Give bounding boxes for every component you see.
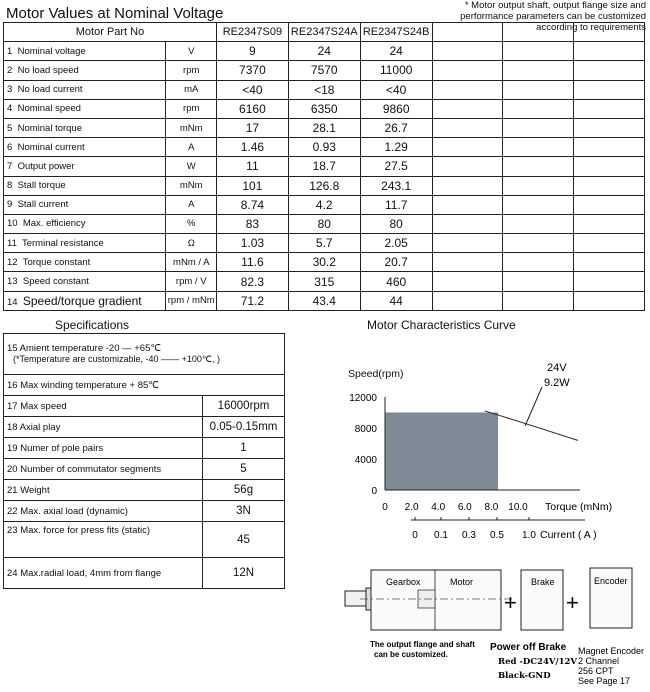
param-unit: A (166, 138, 217, 157)
motor-label: Motor (450, 577, 474, 587)
empty-cell (574, 99, 645, 118)
empty-cell (574, 176, 645, 195)
empty-cell (574, 80, 645, 99)
empty-cell (574, 291, 645, 310)
caption-line-1: The output flange and shaft (370, 640, 475, 649)
spec-label: 23 Max. force for press fits (static) (4, 522, 203, 558)
param-value: 9860 (360, 99, 432, 118)
x-tick-label: 8.0 (484, 502, 499, 513)
encoder-info-3: 256 CPT (578, 666, 614, 676)
empty-header (432, 23, 503, 42)
param-value: 18.7 (288, 157, 360, 176)
customization-note: * Motor output shaft, output flange size and performance parameters can be customized according to requirements (460, 0, 646, 33)
spec-row (4, 396, 285, 417)
param-name: 1 Nominal voltage (4, 42, 166, 61)
param-name: 7 Output power (4, 157, 166, 176)
param-unit: A (166, 195, 217, 214)
empty-cell (574, 195, 645, 214)
empty-cell (503, 214, 574, 233)
param-value: 44 (360, 291, 432, 310)
x-tick-label: 10.0 (508, 502, 528, 513)
empty-cell (432, 195, 503, 214)
empty-cell (503, 272, 574, 291)
spec-value: 1 (203, 438, 285, 459)
empty-cell (574, 234, 645, 253)
param-unit: mNm (166, 118, 217, 137)
empty-cell (432, 291, 503, 310)
empty-cell (574, 253, 645, 272)
motor-values-table (3, 22, 645, 311)
model-header: RE2347S09 (217, 23, 289, 42)
model-header: RE2347S24A (288, 23, 360, 42)
spec-row (4, 558, 285, 589)
encoder-info-2: 2 Channel (578, 656, 620, 666)
table-row (4, 253, 645, 272)
empty-cell (503, 99, 574, 118)
y-tick-label: 8000 (354, 424, 377, 435)
spec-value: 12N (203, 558, 285, 589)
empty-cell (432, 138, 503, 157)
table-row (4, 99, 645, 118)
table-row (4, 234, 645, 253)
table-row (4, 118, 645, 137)
param-value: 1.46 (217, 138, 289, 157)
param-name: 3 No load current (4, 80, 166, 99)
spec-label: 20 Number of commutator segments (4, 459, 203, 480)
table-row (4, 80, 645, 99)
param-value: 24 (360, 42, 432, 61)
param-name: 13 Speed constant (4, 272, 166, 291)
empty-cell (503, 118, 574, 137)
brake-title: Power off Brake (490, 642, 567, 653)
param-value: 43.4 (288, 291, 360, 310)
param-value: 24 (288, 42, 360, 61)
specifications-title: Specifications (55, 318, 130, 332)
empty-cell (432, 234, 503, 253)
spec-value: 16000rpm (203, 396, 285, 417)
table-row (4, 291, 645, 310)
current-axis-label: Current ( A ) (540, 529, 597, 541)
empty-cell (503, 176, 574, 195)
param-name: 11 Terminal resistance (4, 234, 166, 253)
empty-cell (432, 118, 503, 137)
spec-row (4, 522, 285, 558)
param-unit: Ω (166, 234, 217, 253)
param-value: <40 (360, 80, 432, 99)
spec-value: 56g (203, 480, 285, 501)
empty-cell (574, 118, 645, 137)
empty-cell (503, 234, 574, 253)
empty-header (574, 23, 645, 42)
param-value: 1.29 (360, 138, 432, 157)
current-tick-label: 1.0 (522, 530, 536, 541)
param-value: 8.74 (217, 195, 289, 214)
param-name: 10 Max. efficiency (4, 214, 166, 233)
chart-title: Motor Characteristics Curve (367, 318, 516, 332)
empty-cell (432, 80, 503, 99)
param-value: 83 (217, 214, 289, 233)
param-unit: mNm / A (166, 253, 217, 272)
table-row (4, 272, 645, 291)
empty-cell (574, 138, 645, 157)
param-unit: mNm (166, 176, 217, 195)
param-unit: mA (166, 80, 217, 99)
empty-cell (503, 138, 574, 157)
encoder-info-4: See Page 17 (578, 676, 631, 686)
table-row (4, 138, 645, 157)
spec-row (4, 501, 285, 522)
y-tick-label: 12000 (349, 393, 377, 404)
empty-cell (432, 61, 503, 80)
param-name: 6 Nominal current (4, 138, 166, 157)
empty-cell (432, 253, 503, 272)
x-tick-label: 4.0 (431, 502, 446, 513)
param-value: 27.5 (360, 157, 432, 176)
brake-label: Brake (531, 577, 555, 587)
y-tick-label: 4000 (354, 455, 377, 466)
plus-icon: + (504, 590, 517, 615)
empty-cell (574, 214, 645, 233)
encoder-info-1: Magnet Encoder (578, 646, 645, 656)
param-value: 9 (217, 42, 289, 61)
motor-characteristics-chart (335, 340, 635, 555)
brake-black-wire: Black-GND (498, 671, 551, 681)
current-tick-label: 0 (412, 530, 418, 541)
param-value: 11.6 (217, 253, 289, 272)
param-value: 11 (217, 157, 289, 176)
spec-value: 5 (203, 459, 285, 480)
y-axis-label: Speed(rpm) (348, 368, 404, 380)
empty-cell (432, 99, 503, 118)
param-value: 1.03 (217, 234, 289, 253)
empty-cell (503, 253, 574, 272)
model-header: RE2347S24B (360, 23, 432, 42)
param-value: 26.7 (360, 118, 432, 137)
empty-cell (574, 157, 645, 176)
table-row (4, 157, 645, 176)
spec-label: 22 Max. axial load (dynamic) (4, 501, 203, 522)
spec-label: 18 Axial play (4, 417, 203, 438)
param-name: 4 Nominal speed (4, 99, 166, 118)
part-label-header: Motor Part No (4, 23, 217, 42)
spec-value: 45 (203, 522, 285, 558)
param-value: 460 (360, 272, 432, 291)
caption-line-2: can be customized. (374, 650, 448, 659)
param-value: 17 (217, 118, 289, 137)
param-value: 126.8 (288, 176, 360, 195)
empty-cell (503, 291, 574, 310)
page-title: Motor Values at Nominal Voltage (6, 5, 224, 22)
param-value: 243.1 (360, 176, 432, 195)
empty-cell (574, 272, 645, 291)
empty-cell (432, 214, 503, 233)
spec-label: 24 Max.radial load, 4mm from flange (4, 558, 203, 589)
empty-cell (503, 157, 574, 176)
param-value: 30.2 (288, 253, 360, 272)
param-unit: % (166, 214, 217, 233)
empty-header (503, 23, 574, 42)
spec-sublabel: (*Temperature are customizable, -40 —— +100℃, ) (13, 354, 220, 364)
param-name: 14 Speed/torque gradient (4, 291, 166, 310)
param-value: 0.93 (288, 138, 360, 157)
specifications-table (3, 333, 285, 589)
param-name: 9 Stall current (4, 195, 166, 214)
spec-value: 3N (203, 501, 285, 522)
brake-red-wire: Red -DC24V/12V (498, 657, 577, 667)
current-tick-label: 0.1 (434, 530, 448, 541)
table-row (4, 214, 645, 233)
spec-row (4, 438, 285, 459)
empty-cell (503, 80, 574, 99)
param-value: <40 (217, 80, 289, 99)
x-tick-label: 2.0 (404, 502, 419, 513)
spec-label: 21 Weight (4, 480, 203, 501)
param-unit: rpm / mNm (166, 291, 217, 310)
curve-power-label: 9.2W (544, 377, 570, 389)
param-unit: V (166, 42, 217, 61)
param-value: 82.3 (217, 272, 289, 291)
param-value: 7370 (217, 61, 289, 80)
param-value: 11000 (360, 61, 432, 80)
assembly-diagram (340, 560, 650, 692)
param-value: 71.2 (217, 291, 289, 310)
speed-torque-curve (485, 411, 578, 440)
param-value: 2.05 (360, 234, 432, 253)
param-value: 11.7 (360, 195, 432, 214)
param-name: 8 Stall torque (4, 176, 166, 195)
spec-row (4, 334, 285, 375)
gearbox-label: Gearbox (386, 577, 421, 587)
table-header-row (4, 23, 645, 42)
spec-row (4, 480, 285, 501)
empty-cell (503, 195, 574, 214)
spec-row (4, 459, 285, 480)
param-value: 5.7 (288, 234, 360, 253)
param-value: 20.7 (360, 253, 432, 272)
operating-region (385, 413, 498, 491)
x-axis-label: Torque (mNm) (545, 501, 613, 513)
param-value: 80 (360, 214, 432, 233)
param-unit: W (166, 157, 217, 176)
param-value: 28.1 (288, 118, 360, 137)
plus-icon: + (566, 590, 579, 615)
param-value: 80 (288, 214, 360, 233)
y-tick-label: 0 (371, 486, 377, 497)
param-value: 315 (288, 272, 360, 291)
param-unit: rpm (166, 99, 217, 118)
spec-value: 0.05-0.15mm (203, 417, 285, 438)
spec-label: 17 Max speed (4, 396, 203, 417)
curve-voltage-label: 24V (547, 362, 567, 374)
empty-cell (503, 61, 574, 80)
spec-label: 19 Numer of pole pairs (4, 438, 203, 459)
param-name: 2 No load speed (4, 61, 166, 80)
empty-cell (574, 42, 645, 61)
param-value: 6160 (217, 99, 289, 118)
empty-cell (432, 42, 503, 61)
table-row (4, 176, 645, 195)
param-value: <18 (288, 80, 360, 99)
curve-pointer (525, 387, 542, 426)
param-name: 5 Nominal torque (4, 118, 166, 137)
param-name: 12 Torque constant (4, 253, 166, 272)
spec-row (4, 375, 285, 396)
param-value: 4.2 (288, 195, 360, 214)
spec-row (4, 417, 285, 438)
x-tick-label: 0 (382, 502, 388, 513)
param-value: 101 (217, 176, 289, 195)
table-row (4, 42, 645, 61)
empty-cell (432, 176, 503, 195)
param-value: 7570 (288, 61, 360, 80)
param-unit: rpm / V (166, 272, 217, 291)
param-value: 6350 (288, 99, 360, 118)
x-tick-label: 6.0 (457, 502, 472, 513)
encoder-label: Encoder (594, 576, 628, 586)
empty-cell (432, 272, 503, 291)
current-tick-label: 0.3 (462, 530, 476, 541)
current-tick-label: 0.5 (490, 530, 504, 541)
empty-cell (574, 61, 645, 80)
table-row (4, 61, 645, 80)
param-unit: rpm (166, 61, 217, 80)
table-row (4, 195, 645, 214)
spec-label: 16 Max winding temperature + 85℃ (4, 375, 285, 396)
empty-cell (432, 157, 503, 176)
spec-label: 15 Amient temperature -20 — +65℃ (7, 343, 162, 354)
empty-cell (503, 42, 574, 61)
